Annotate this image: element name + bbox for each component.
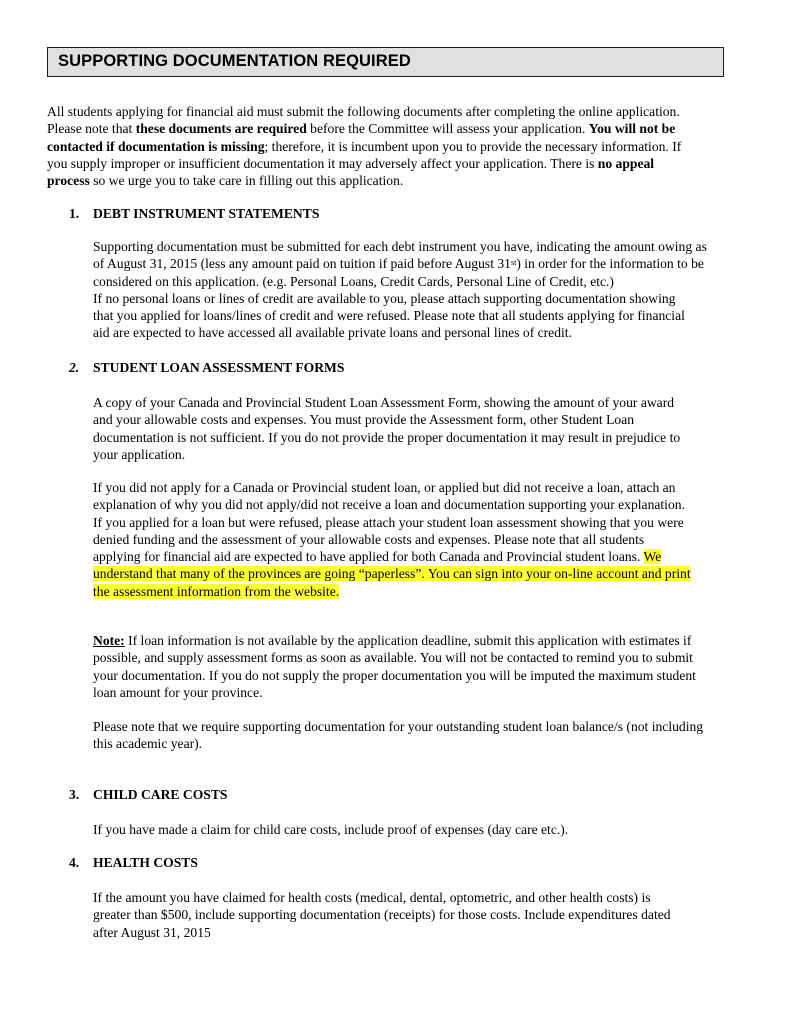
section-number: 3. — [69, 787, 80, 802]
intro-text: Please note that — [47, 121, 136, 137]
intro-paragraph — [47, 103, 681, 189]
section-heading-health: HEALTH COSTS — [93, 855, 198, 870]
section-heading-debt: DEBT INSTRUMENT STATEMENTS — [93, 206, 320, 221]
body-line: A copy of your Canada and Provincial Student Loan Assessment Form, showing the amount of your award — [93, 395, 675, 410]
body-line — [93, 565, 691, 582]
body-line: after August 31, 2015 — [93, 924, 211, 940]
body-line: greater than $500, include supporting documentation (receipts) for those costs. Include expenditures dated — [93, 907, 671, 923]
body-line: your documentation. If you do not supply the proper documentation you will be imputed the maximum student — [93, 667, 696, 683]
body-line: If you applied for a loan but were refused, please attach your student loan assessment showing that you were — [93, 514, 684, 530]
body-line — [93, 548, 691, 565]
body-line: If you have made a claim for child care costs, include proof of expenses (day care etc.). — [93, 822, 569, 837]
body-line — [93, 238, 707, 255]
body-line: your application. — [93, 446, 186, 462]
section-2-note — [93, 632, 696, 701]
section-2-para-4 — [93, 718, 703, 753]
intro-line — [47, 120, 681, 137]
section-heading-student-loan: STUDENT LOAN ASSESSMENT FORMS — [93, 360, 345, 375]
body-line: denied funding and the assessment of your allowable costs and expenses. Please note that all students — [93, 531, 645, 547]
intro-bold-text: no appeal — [597, 155, 655, 171]
intro-text: ; therefore, it is incumbent upon you to provide the necessary information. If — [264, 138, 682, 154]
body-line: explanation of why you did not apply/did not receive a loan and documentation supporting your explanation. — [93, 497, 685, 513]
body-line: loan amount for your province. — [93, 684, 263, 700]
superscript: st — [510, 258, 517, 268]
page-title: SUPPORTING DOCUMENTATION REQUIRED — [58, 52, 411, 70]
section-number: 4. — [69, 855, 80, 870]
section-2-para-1 — [93, 394, 680, 463]
intro-text: before the Committee will assess your application. — [306, 121, 589, 137]
intro-line — [47, 172, 681, 189]
body-line — [93, 324, 707, 341]
intro-text: you supply improper or insufficient documentation it may adversely affect your application. There is — [47, 155, 598, 171]
body-line: and your allowable costs and expenses. You must provide the Assessment form, other Student Loan — [93, 412, 635, 428]
intro-text: so we urge you to take care in filling out this application. — [89, 173, 404, 189]
section-3-body — [93, 821, 568, 838]
intro-bold-text: these documents are required — [135, 121, 307, 137]
body-text: If loan information is not available by the application deadline, submit this application with estimates if — [124, 633, 692, 648]
intro-line — [47, 138, 681, 155]
intro-bold-text: process — [47, 173, 90, 189]
body-line: Please note that we require supporting documentation for your outstanding student loan balance/s (not including — [93, 719, 704, 734]
body-line: If you did not apply for a Canada or Provincial student loan, or applied but did not receive a loan, attach an — [93, 480, 676, 495]
body-line — [93, 273, 707, 290]
highlighted-text: understand that many of the provinces are going “paperless”. You can sign into your on-line account and print — [93, 566, 691, 582]
note-label: Note: — [93, 633, 125, 648]
body-text: aid are expected to have accessed all available private loans and personal lines of credit. — [93, 325, 572, 341]
body-line: If the amount you have claimed for health costs (medical, dental, optometric, and other health costs) is — [93, 890, 651, 905]
section-number: 1. — [69, 206, 80, 221]
intro-text: All students applying for financial aid must submit the following documents after completing the online application. — [47, 104, 680, 119]
body-text: considered on this application. (e.g. Personal Loans, Credit Cards, Personal Line of Credit, etc.) — [93, 273, 614, 289]
highlighted-text: the assessment information from the website. — [93, 583, 340, 599]
body-line — [93, 307, 707, 324]
body-line: this academic year). — [93, 736, 203, 752]
section-number: 2. — [69, 360, 80, 375]
intro-bold-text: You will not be — [588, 121, 676, 137]
intro-line — [47, 155, 681, 172]
body-text: that you applied for loans/lines of credit and were refused. Please note that all students applying for financial — [93, 308, 685, 324]
body-line — [93, 583, 691, 600]
section-heading-child-care: CHILD CARE COSTS — [93, 787, 228, 802]
body-line — [93, 632, 696, 649]
body-text: ) in order for the information to be — [516, 256, 704, 272]
body-text: of August 31, 2015 (less any amount paid on tuition if paid before August 31 — [93, 256, 511, 272]
body-text: Supporting documentation must be submitted for each debt instrument you have, indicating the amount owing as — [93, 239, 707, 254]
body-line: documentation is not sufficient. If you do not provide the proper documentation it may result in prejudice to — [93, 429, 681, 445]
section-title-box — [47, 47, 724, 77]
highlighted-text: We — [643, 549, 662, 565]
body-line — [93, 255, 707, 272]
intro-bold-text: contacted if documentation is missing — [47, 138, 265, 154]
section-1-body — [93, 238, 707, 342]
body-text: applying for financial aid are expected to have applied for both Canada and Provincial student loans. — [93, 549, 644, 565]
body-text: If no personal loans or lines of credit are available to you, please attach supporting documentation showing — [93, 290, 676, 306]
intro-line — [47, 103, 681, 120]
section-2-para-2 — [93, 479, 691, 600]
section-4-body — [93, 889, 671, 941]
body-line — [93, 290, 707, 307]
body-line: possible, and supply assessment forms as soon as available. You will not be contacted to remind you to submit — [93, 650, 693, 666]
